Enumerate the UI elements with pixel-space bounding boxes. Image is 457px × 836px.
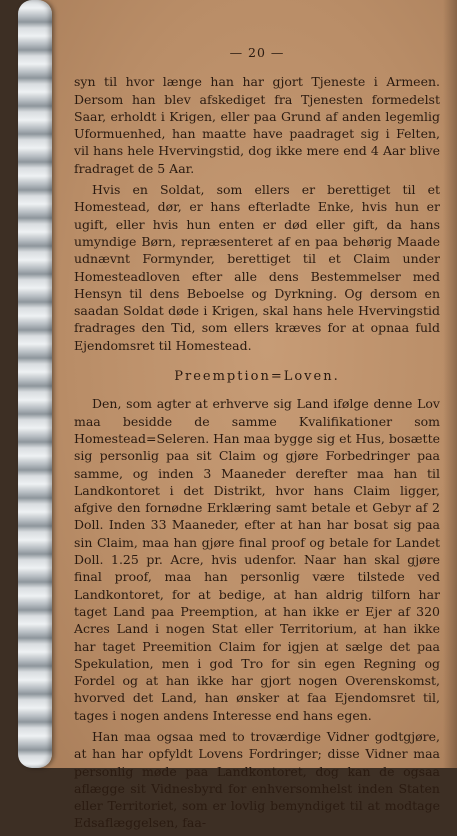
- paragraph-3: Den, som agter at erhverve sig Land ifølge denne Lov maa besidde de samme Kvalifikationer som Homestead=Seleren. Han maa bygge sig et Hus, bosætte sig personlig paa sit Claim og gjøre Forbedringer paa samme, og inden 3 Maaneder derefter maa han til Landkontoret i det Distrikt, hvor hans Claim ligger, afgive den fornødne Erklæring samt betale et Gebyr af 2 Doll. Inden 33 Maaneder, efter at han har bosat sig paa sin Claim, maa han gjøre final proof og betale for Landet Doll. 1.25 pr. Acre, hvis udenfor. Naar han skal gjøre final proof, maa han personlig være tilstede ved Landkontoret, for at bedige, at han aldrig tilforn har taget Land paa Preemption, at han ikke er Ejer af 320 Acres Land i nogen Stat eller Territorium, at han ikke har taget Preemition Claim for igjen at sælge det paa Spekulation, men i god Tro for sin egen Regning og Fordel og at han ikke har gjort nogen Overenskomst, hvorved det Land, han ønsker at faa Ejendomsret til, tages i nogen andens Interesse end hans egen.: [74, 396, 440, 723]
- page-text: [74, 44, 440, 836]
- paragraph-4: Han maa ogsaa med to troværdige Vidner godtgjøre, at han har opfyldt Lovens Fordringer; disse Vidner maa personlig møde paa Landkontoret, dog kan de ogsaa aflægge sit Vidnesbyrd for enhversomhelst inden Staten eller Territoriet, som er lovlig bemyndiget til at modtage Edsaflæggelsen, faa-: [74, 728, 440, 831]
- book-binding-cord: [18, 0, 52, 768]
- paragraph-2: Hvis en Soldat, som ellers er berettiget til et Homestead, dør, er hans efterladte Enke, hvis hun er ugift, eller hvis hun enten er død eller gift, da hans umyndige Børn, repræsenteret af en paa behørig Maade udnævnt Formynder, berettiget til et Claim under Homesteadloven efter alle dens Bestemmelser med Hensyn til dens Beboelse og Dyrkning. Og dersom en saadan Soldat døde i Krigen, skal hans hele Hvervingstid fradrages den Tid, som ellers kræves for at opnaa fuld Ejendomsret til Homestead.: [74, 182, 440, 353]
- page-number: — 20 —: [229, 45, 285, 60]
- paragraph-1: syn til hvor længe han har gjort Tjeneste i Armeen. Dersom han blev afskediget fra Tjenesten formedelst Saar, erholdt i Krigen, eller paa Grund af anden legemlig Uformuenhed, han maatte have paadraget sig i Felten, vil hans hele Hvervingstid, dog ikke mere end 4 Aar blive fradraget de 5 Aar.: [74, 74, 440, 176]
- section-heading: Preemption=Loven.: [174, 369, 340, 385]
